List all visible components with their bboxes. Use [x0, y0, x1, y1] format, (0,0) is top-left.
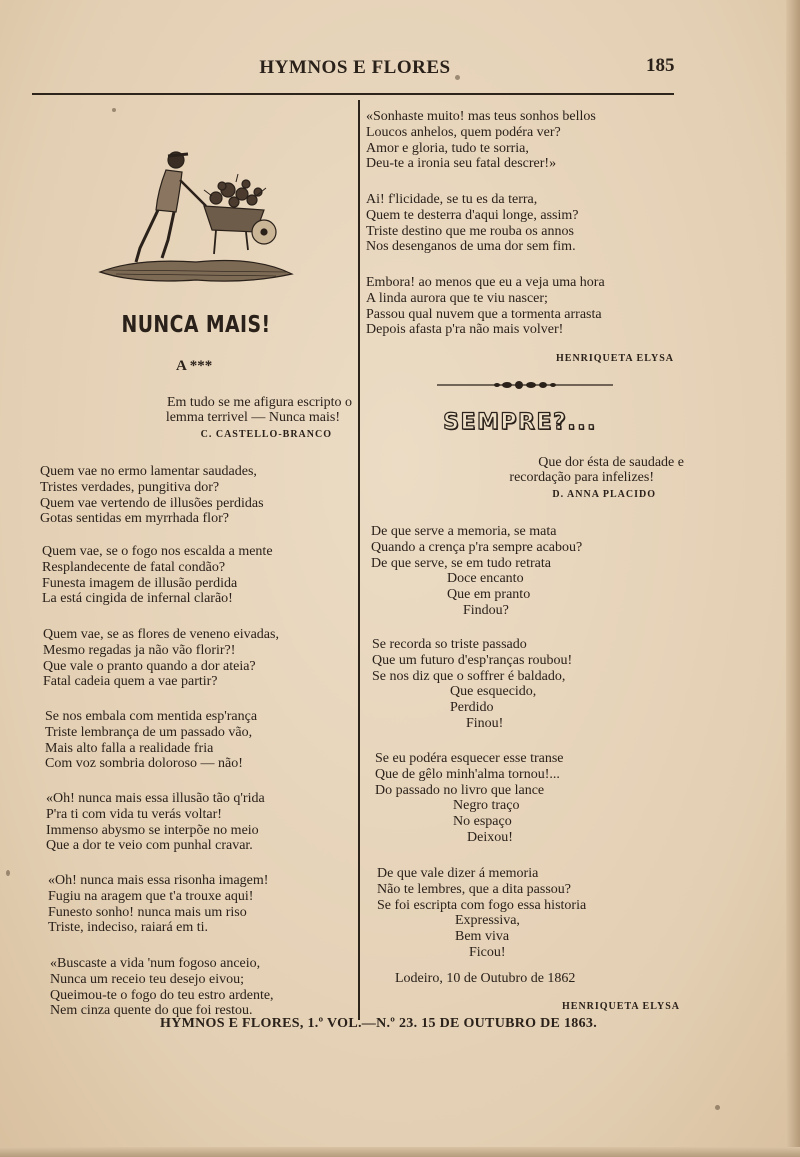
stanza: Se eu podéra esquecer esse transe Que de gêlo minh'alma tornou!... Do passado no livro que lance Negro traço No espaço Deixou! — [375, 751, 564, 845]
gardener-wheelbarrow-illustration — [96, 150, 294, 286]
poem-dedication: A *** — [176, 358, 213, 374]
poem1-epigraph-author: C. CASTELLO-BRANCO — [200, 429, 332, 440]
poem-title-sempre: SEMPRE?... — [443, 410, 597, 435]
poem2-epigraph-author: D. ANNA PLACIDO — [552, 489, 656, 500]
page-number: 185 — [646, 55, 675, 76]
stanza: Quem vae, se o fogo nos escalda a mente Resplandecente de fatal condão? Funesta imagem de illusão perdida La está cingida de infernal clarão! — [42, 544, 273, 607]
stanza: Se recorda so triste passado Que um futuro d'esp'ranças roubou! Se nos diz que o soffrer é baldado, Que esquecido, Perdido Finou! — [372, 637, 573, 731]
issue-footer: HYMNOS E FLORES, 1.º VOL.—N.º 23. 15 DE OUTUBRO DE 1863. — [160, 1016, 597, 1031]
running-title: HYMNOS E FLORES — [259, 57, 451, 78]
column-rule — [358, 100, 360, 1020]
stanza: Ai! f'licidade, se tu es da terra, Quem te desterra d'aqui longe, assim? Triste destino que me rouba os annos Nos desenganos de uma dor sem fim. — [366, 192, 579, 255]
poem2-signature: HENRIQUETA ELYSA — [562, 1001, 680, 1012]
page-edge-bottom — [0, 1147, 800, 1157]
stanza: De que vale dizer á memoria Não te lembres, que a dita passou? Se foi escripta com fogo essa historia Expressiva, Bem viva Ficou! — [377, 866, 587, 960]
ornamental-divider — [437, 378, 613, 392]
paper-speck — [455, 75, 460, 80]
poem1-epigraph: Em tudo se me afigura escripto o lemma terrivel — Nunca mais! — [165, 395, 352, 425]
paper-speck — [112, 108, 116, 112]
poem-title-nunca-mais: NUNCA MAIS! — [121, 312, 271, 338]
stanza: «Oh! nunca mais essa illusão tão q'rida P'ra ti com vida tu verás voltar! Immenso abysmo se interpõe no meio Que a dor te veio com punhal cravar. — [46, 791, 265, 854]
stanza: Quem vae no ermo lamentar saudades, Tristes verdades, pungitiva dor? Quem vae vertendo de illusões perdidas Gotas sentidas em myrrhada flor? — [40, 464, 264, 527]
poem2-epigraph: Que dor ésta de saudade e recordação para infelizes! — [509, 455, 684, 485]
header-rule — [32, 93, 674, 95]
stanza: Quem vae, se as flores de veneno eivadas, Mesmo regadas ja não vão florir?! Que vale o pranto quando a dor ateia? Fatal cadeia quem a vae partir? — [43, 627, 279, 690]
paper-speck — [715, 1105, 720, 1110]
stanza: «Sonhaste muito! mas teus sonhos bellos Loucos anhelos, quem podéra ver? Amor e gloria, tudo te sorria, Deu-te a ironia seu fatal descrer!» — [366, 109, 596, 172]
paper-speck — [6, 870, 10, 876]
poem1-signature: HENRIQUETA ELYSA — [556, 353, 674, 364]
poem2-dateline: Lodeiro, 10 de Outubro de 1862 — [395, 971, 576, 986]
stanza: Embora! ao menos que eu a veja uma hora A linda aurora que te viu nascer; Passou qual nuvem que a tormenta arrasta Depois afasta p'ra não mais volver! — [366, 275, 605, 338]
stanza: De que serve a memoria, se mata Quando a crença p'ra sempre acabou? De que serve, se em tudo retrata Doce encanto Que em pranto Findou? — [371, 524, 583, 618]
stanza: «Oh! nunca mais essa risonha imagem! Fugiu na aragem que t'a trouxe aqui! Funesto sonho! nunca mais um riso Triste, indeciso, raiará em ti. — [48, 873, 269, 936]
stanza: «Buscaste a vida 'num fogoso anceio, Nunca um receio teu desejo eivou; Queimou-te o fogo do teu estro ardente, Nem cinza quente do que foi restou. — [50, 956, 274, 1019]
page-edge-right — [786, 0, 800, 1157]
stanza: Se nos embala com mentida esp'rança Triste lembrança de um passado vão, Mais alto falla a realidade fria Com voz sombria doloroso — não! — [45, 709, 258, 772]
